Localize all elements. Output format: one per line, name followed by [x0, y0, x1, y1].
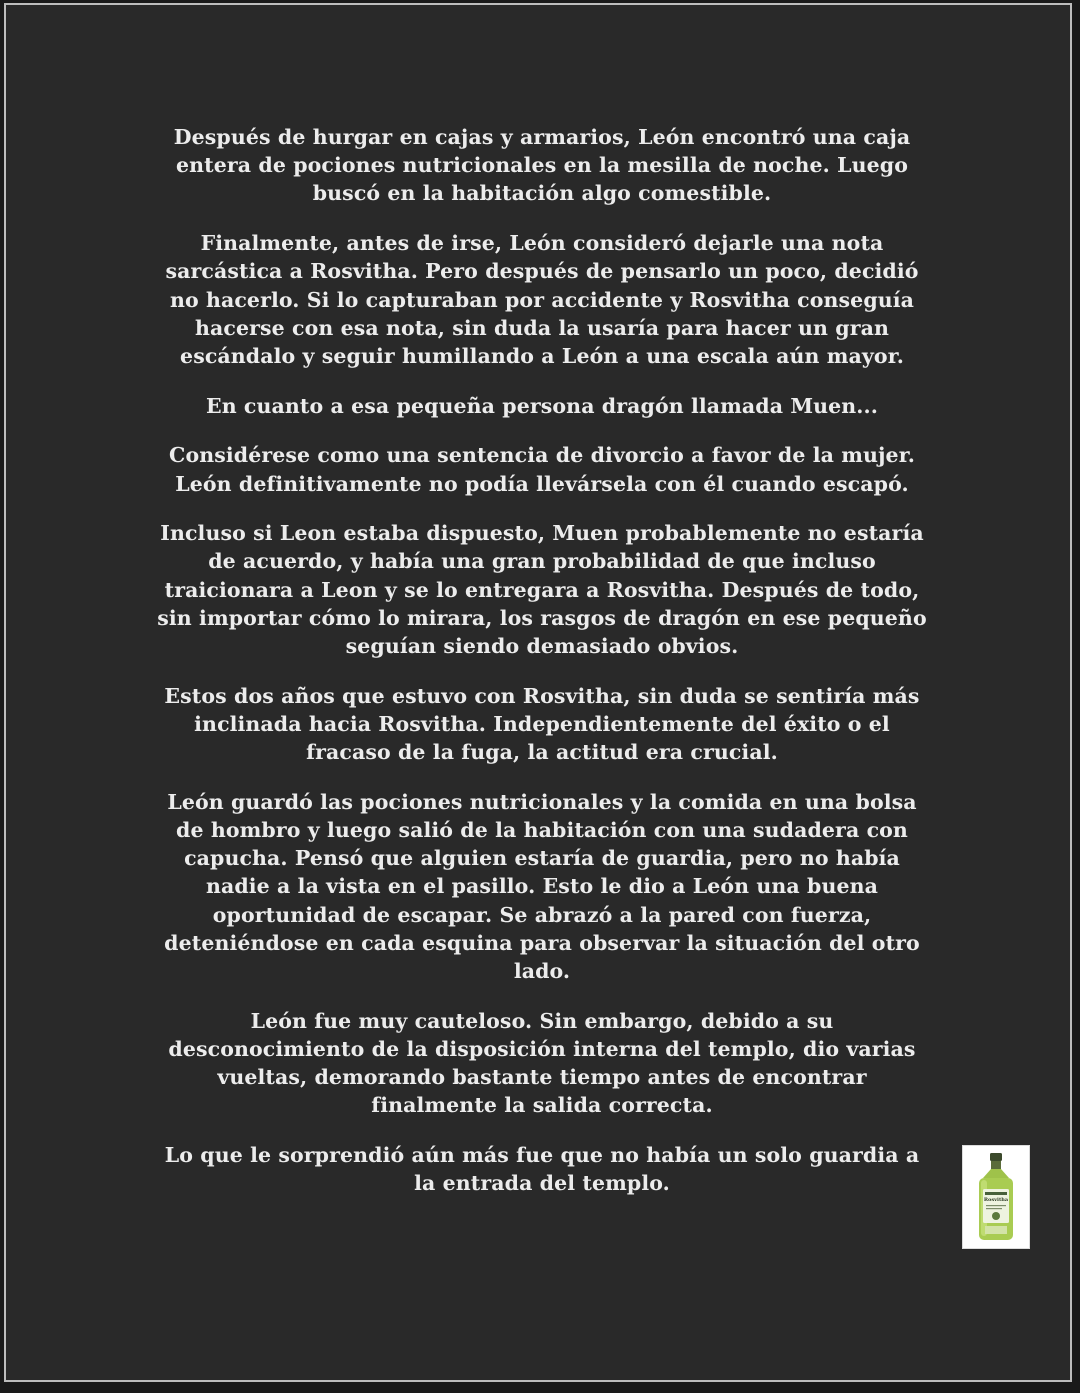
- paragraph-6: Estos dos años que estuvo con Rosvitha, sin duda se sentiría más inclinada hacia Rosvitha. Independientemente del éxito o el fracaso de la fuga, la actitud era crucial.: [164, 683, 920, 765]
- paragraph-3: En cuanto a esa pequeña persona dragón llamada Muen...: [205, 393, 879, 418]
- paragraph-9: Lo que le sorprendió aún más fue que no había un solo guardia a la entrada del templo.: [164, 1143, 920, 1196]
- paragraph-4: Considérese como una sentencia de divorcio a favor de la mujer. León definitivamente no podía llevársela con él cuando escapó.: [169, 443, 915, 496]
- bottle-label-text: Rosvitha: [983, 1197, 1009, 1203]
- paragraph-1: Después de hurgar en cajas y armarios, León encontró una caja entera de pociones nutricionales en la mesilla de noche. Luego buscó en la habitación algo comestible.: [173, 125, 911, 206]
- paragraph-8: León fue muy cauteloso. Sin embargo, debido a su desconocimiento de la disposición interna del templo, dio varias vueltas, demorando bastante tiempo antes de encontrar finalmente la salida correcta.: [168, 1008, 916, 1118]
- bottle-thumbnail[interactable]: [962, 1145, 1030, 1249]
- green-bottle-icon: [963, 1146, 1029, 1248]
- paragraph-7: León guardó las pociones nutricionales y la comida en una bolsa de hombro y luego salió de la habitación con una sudadera con capucha. Pensó que alguien estaría de guardia, pero no había nadie a la vista en el pasillo. Esto le dio a León una buena oportunidad de escapar. Se abrazó a la pared con fuerza, deteniéndose en cada esquina para observar la situación del otro lado.: [164, 789, 920, 984]
- story-text: [154, 123, 930, 1219]
- paragraph-5: Incluso si Leon estaba dispuesto, Muen probablemente no estaría de acuerdo, y había una gran probabilidad de que incluso traicionara a Leon y se lo entregara a Rosvitha. Después de todo, sin importar cómo lo mirara, los rasgos de dragón en ese pequeño seguían siendo demasiado obvios.: [157, 521, 927, 659]
- paragraph-2: Finalmente, antes de irse, León consideró dejarle una nota sarcástica a Rosvitha. Pero después de pensarlo un poco, decidió no hacerlo. Si lo capturaban por accidente y Rosvitha conseguía hacerse con esa nota, sin duda la usaría para hacer un gran escándalo y seguir humillando a León a una escala aún mayor.: [165, 231, 919, 368]
- page-panel: [4, 3, 1072, 1382]
